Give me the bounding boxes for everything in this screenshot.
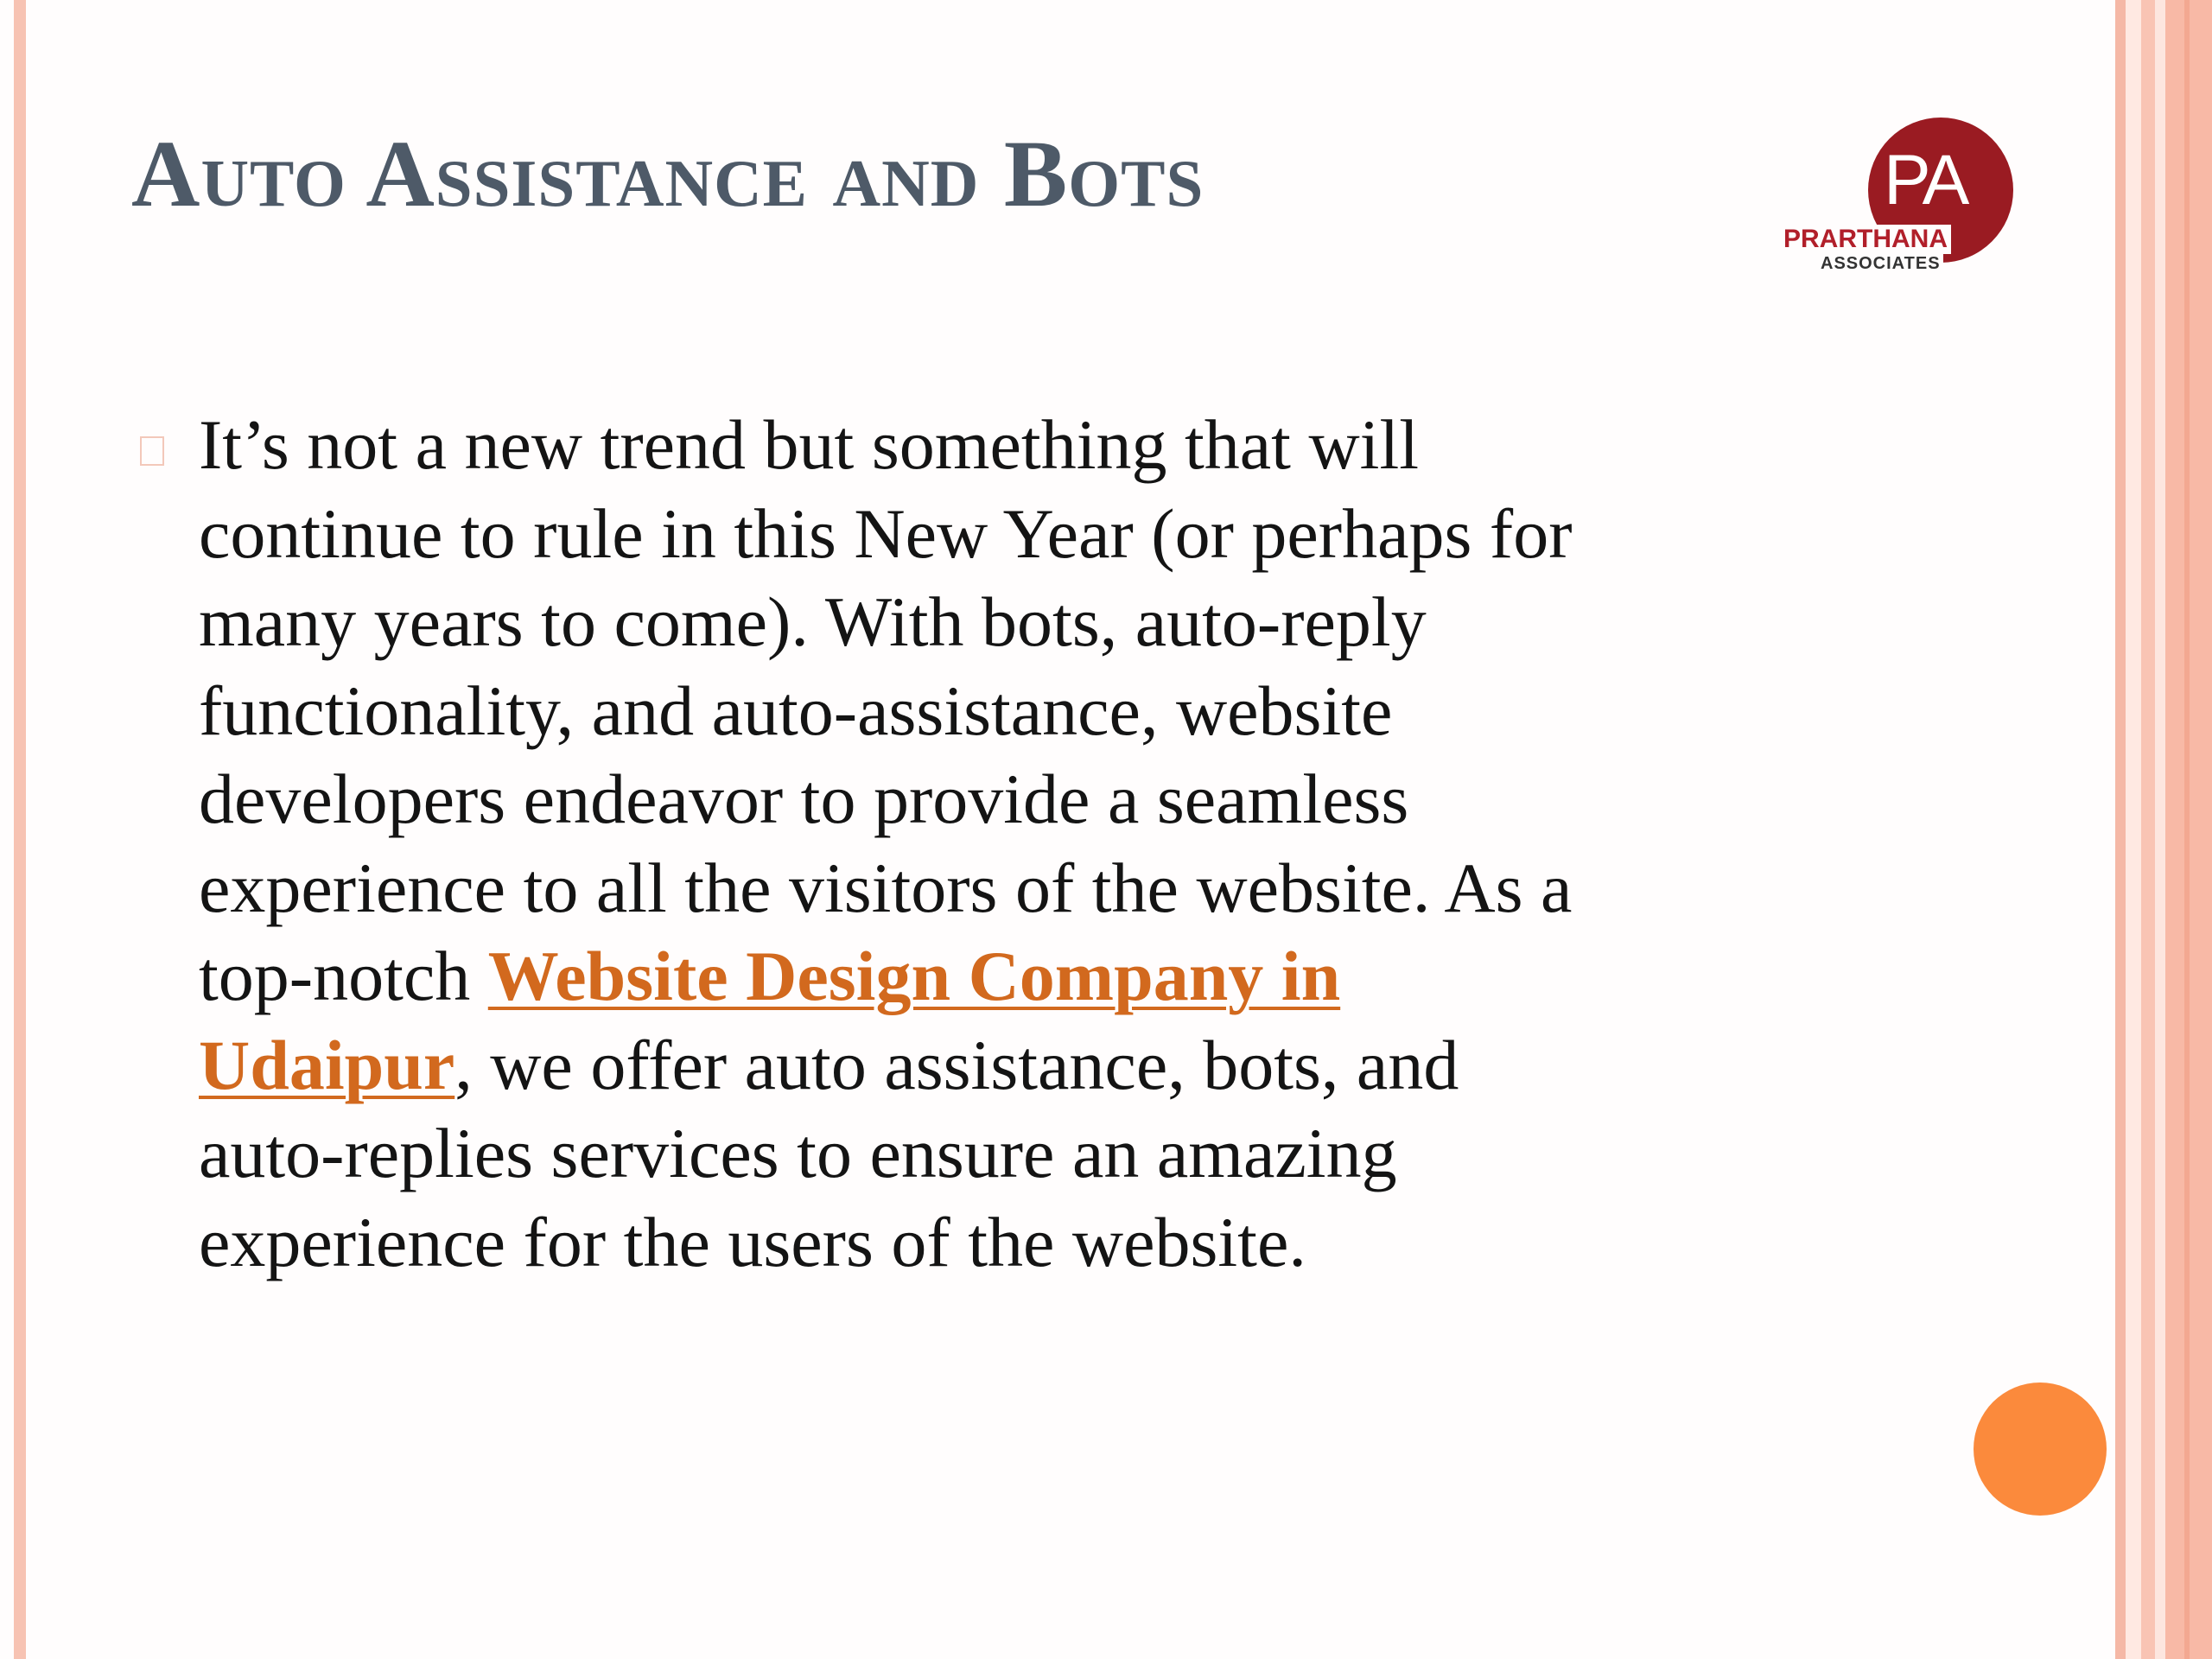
- right-decorative-stripe: [2155, 0, 2165, 1659]
- bullet-paragraph: [199, 401, 1927, 1287]
- logo-name: PRARTHANA: [1780, 225, 1951, 254]
- right-decorative-stripe: [2184, 0, 2190, 1659]
- body-line: many years to come). With bots, auto-reply: [199, 582, 1427, 661]
- body-text-pre-link: top-notch: [199, 937, 488, 1015]
- decorative-orange-circle: [1974, 1382, 2107, 1516]
- body-line: experience for the users of the website.: [199, 1202, 1306, 1281]
- body-line: functionality, and auto-assistance, website: [199, 671, 1393, 750]
- body-line: It’s not a new trend but something that will: [199, 405, 1420, 484]
- left-decorative-stripe: [14, 0, 26, 1659]
- logo-subtitle: ASSOCIATES: [1818, 254, 1943, 274]
- right-decorative-stripe: [2141, 0, 2155, 1659]
- logo-initials: PA: [1884, 141, 1967, 219]
- company-logo: [1771, 118, 2022, 282]
- body-line: developers endeavor to provide a seamless: [199, 760, 1409, 838]
- link-text-part1[interactable]: Website Design Company in: [487, 937, 1341, 1015]
- bullet-icon: [140, 436, 164, 466]
- right-decorative-stripe: [2115, 0, 2126, 1659]
- body-line: continue to rule in this New Year (or perhaps for: [199, 493, 1573, 573]
- body-line: experience to all the visitors of the website. As a: [199, 848, 1573, 927]
- slide-title: Auto Assistance and Bots: [131, 121, 1205, 226]
- body-text-post-link: , we offer auto assistance, bots, and: [454, 1025, 1459, 1104]
- right-decorative-stripe: [2126, 0, 2141, 1659]
- link-text-part2[interactable]: Udaipur: [199, 1025, 455, 1104]
- body-line: auto-replies services to ensure an amazing: [199, 1114, 1397, 1192]
